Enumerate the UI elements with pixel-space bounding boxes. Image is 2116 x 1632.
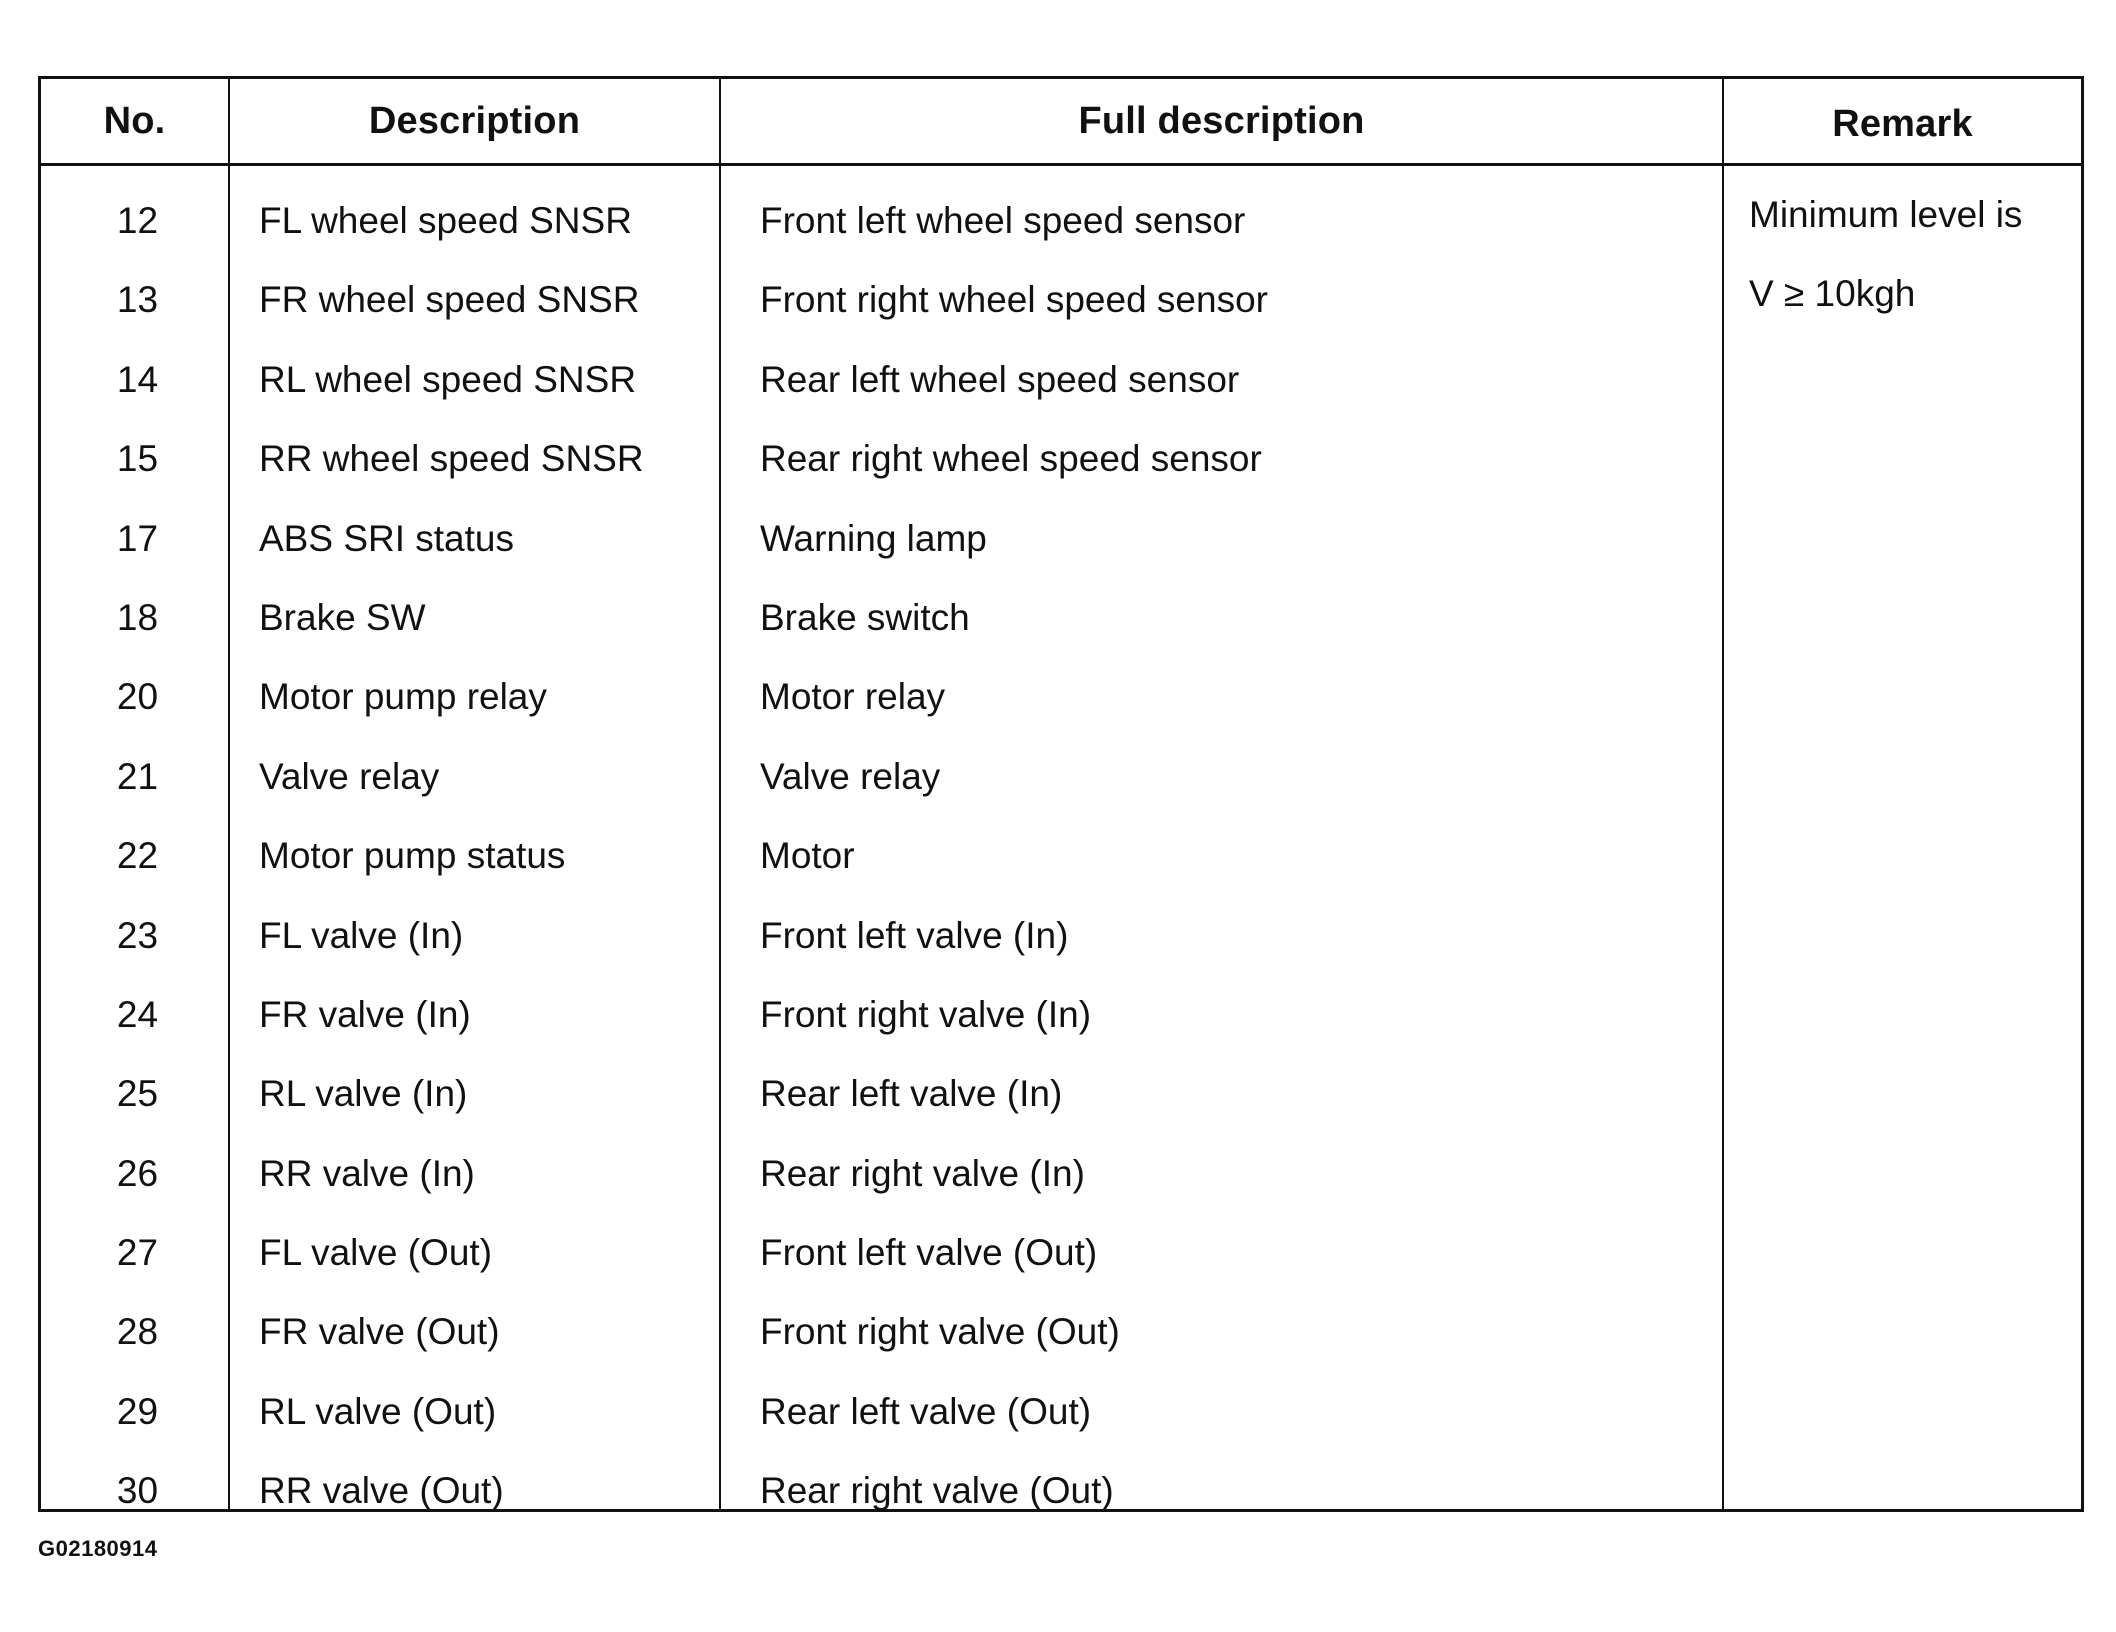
cell-full-description: Front left valve (Out) <box>760 1232 1098 1274</box>
cell-full-description: Front right wheel speed sensor <box>760 279 1268 321</box>
cell-full-description: Valve relay <box>760 755 941 797</box>
cell-no: 28 <box>116 1311 159 1353</box>
figure-code: G02180914 <box>38 1536 158 1561</box>
table-row <box>41 439 2081 518</box>
table-row <box>41 836 2081 915</box>
cell-no: 18 <box>116 596 159 638</box>
cell-full-description: Brake switch <box>760 596 970 638</box>
cell-description: FR valve (Out) <box>259 1311 500 1353</box>
cell-full-description: Warning lamp <box>760 517 987 559</box>
cell-description: FL valve (In) <box>259 914 464 956</box>
cell-full-description: Motor <box>760 835 855 877</box>
cell-full-description: Rear left wheel speed sensor <box>760 358 1240 400</box>
cell-description: RR wheel speed SNSR <box>259 438 644 480</box>
cell-full-description: Front right valve (Out) <box>760 1311 1120 1353</box>
header-divider <box>41 163 2081 166</box>
remark-cell <box>1749 175 2022 333</box>
cell-no: 14 <box>116 358 159 400</box>
header-no: No. <box>103 99 166 142</box>
header-description: Description <box>368 99 581 142</box>
cell-full-description: Front left valve (In) <box>760 914 1069 956</box>
remark-line: V ≥ 10kgh <box>1749 273 1916 314</box>
cell-full-description: Rear left valve (Out) <box>760 1390 1092 1432</box>
cell-no: 26 <box>116 1152 159 1194</box>
table-row <box>41 1392 2081 1471</box>
cell-no: 17 <box>116 517 159 559</box>
cell-no: 23 <box>116 914 159 956</box>
remark-line: Minimum level is <box>1749 194 2023 235</box>
table-row <box>41 916 2081 995</box>
cell-description: FL wheel speed SNSR <box>259 200 632 241</box>
cell-description: RR valve (In) <box>259 1152 475 1194</box>
table-row <box>41 1233 2081 1312</box>
table-row <box>41 995 2081 1074</box>
table-body <box>41 201 2081 1551</box>
cell-no: 22 <box>116 835 159 877</box>
cell-no: 13 <box>116 279 159 321</box>
cell-description: FL valve (Out) <box>259 1232 493 1274</box>
cell-description: Motor pump relay <box>259 676 547 718</box>
cell-description: RL valve (Out) <box>259 1390 497 1432</box>
cell-description: FR wheel speed SNSR <box>259 279 640 321</box>
header-full-description: Full description <box>1078 99 1365 142</box>
cell-no: 27 <box>116 1232 159 1274</box>
table-row <box>41 1074 2081 1153</box>
cell-description: Valve relay <box>259 755 440 797</box>
cell-full-description: Rear right valve (Out) <box>760 1470 1114 1512</box>
cell-no: 29 <box>116 1390 159 1432</box>
cell-description: RL wheel speed SNSR <box>259 358 637 400</box>
cell-no: 30 <box>116 1470 159 1512</box>
cell-description: ABS SRI status <box>259 517 514 559</box>
table-row <box>41 598 2081 677</box>
table-row <box>41 1154 2081 1233</box>
cell-description: FR valve (In) <box>259 993 471 1035</box>
cell-full-description: Rear right valve (In) <box>760 1152 1085 1194</box>
cell-no: 24 <box>116 993 159 1035</box>
cell-description: Motor pump status <box>259 835 566 877</box>
cell-no: 20 <box>116 676 159 718</box>
data-table <box>38 76 2084 1512</box>
cell-description: RR valve (Out) <box>259 1470 504 1512</box>
table-row <box>41 677 2081 756</box>
cell-description: Brake SW <box>259 596 426 638</box>
cell-full-description: Motor relay <box>760 676 946 718</box>
table-row <box>41 360 2081 439</box>
cell-description: RL valve (In) <box>259 1073 468 1115</box>
table-row <box>41 757 2081 836</box>
cell-no: 12 <box>116 200 159 241</box>
table-row <box>41 1471 2081 1550</box>
cell-no: 21 <box>116 755 159 797</box>
cell-no: 15 <box>116 438 159 480</box>
table-row <box>41 519 2081 598</box>
table-header <box>41 79 2081 163</box>
header-remark: Remark <box>1832 102 1973 145</box>
table-row <box>41 1312 2081 1391</box>
cell-full-description: Front right valve (In) <box>760 993 1092 1035</box>
cell-no: 25 <box>116 1073 159 1115</box>
cell-full-description: Front left wheel speed sensor <box>760 200 1246 241</box>
cell-full-description: Rear left valve (In) <box>760 1073 1063 1115</box>
cell-full-description: Rear right wheel speed sensor <box>760 438 1262 480</box>
